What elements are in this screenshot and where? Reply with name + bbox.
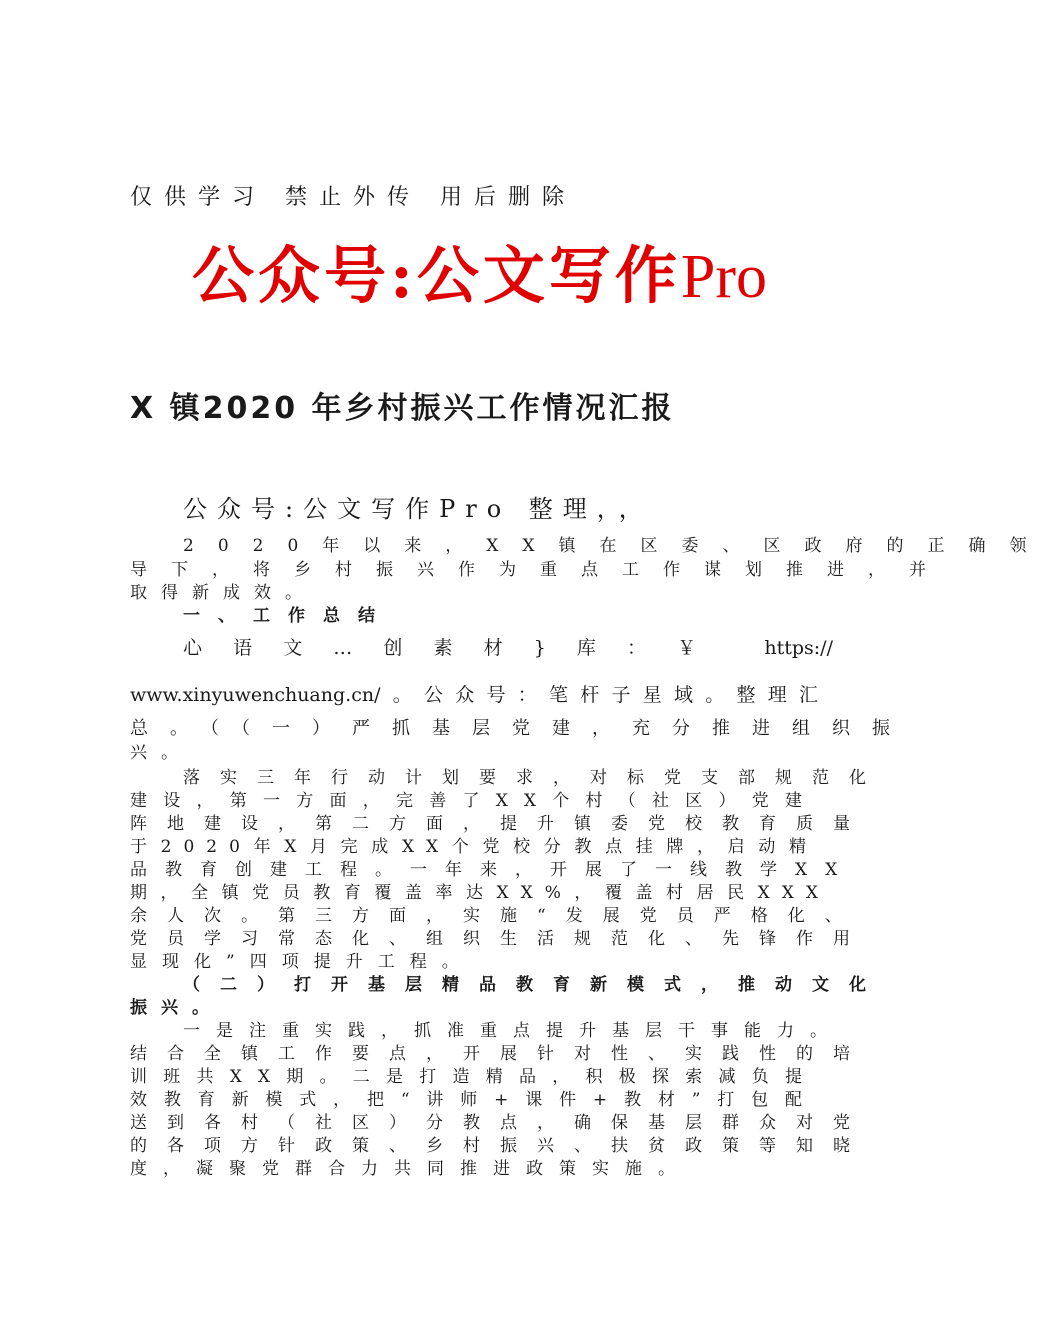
intro-line-2: 导下，将乡村振兴作为重点工作谋划推进，并 bbox=[130, 560, 950, 580]
watermark-line-3: 总。（（一）严抓基层党建，充分推进组织振 bbox=[130, 718, 912, 739]
para1-line-5: 品教育创建工程。一年来，开展了一线教学XX bbox=[130, 860, 856, 880]
para1-line-3: 阵地建设，第二方面，提升镇委党校教育质量 bbox=[130, 814, 870, 834]
para2-line-1: 一是注重实践，抓准重点提升基层干事能力。 bbox=[183, 1021, 843, 1041]
para2-line-3: 训班共XX期。二是打造精品，积极探索减负提 bbox=[130, 1067, 818, 1087]
editor-credit: 公众号:公文写作Pro 整理，， bbox=[183, 495, 653, 523]
para1-line-6: 期，全镇党员教育覆盖率达XX%，覆盖村居民XXX bbox=[130, 883, 830, 903]
para1-line-2: 建设，第一方面，完善了XX个村（社区）党建 bbox=[130, 791, 818, 811]
para2-line-2: 结合全镇工作要点，开展针对性、实践性的培 bbox=[130, 1044, 870, 1064]
para2-line-4: 效教育新模式，把“讲师+课件+教材”打包配 bbox=[130, 1090, 818, 1110]
para1-line-9: 显现化”四项提升工程。 bbox=[130, 952, 474, 972]
document-title: X 镇2020 年乡村振兴工作情况汇报 bbox=[130, 391, 675, 426]
para2-line-7: 度，凝聚党群合力共同推进政策实施。 bbox=[130, 1159, 691, 1179]
section2-heading-line-2: 振兴。 bbox=[130, 998, 223, 1018]
intro-line-1: 2020年以来，XX镇在区委、区政府的正确领 bbox=[183, 536, 1050, 556]
section1-heading: 一、工作总结 bbox=[183, 606, 393, 626]
watermark-line-2: www.xinyuwenchuang.cn/。公众号：笔杆子星域。整理汇 bbox=[130, 684, 818, 706]
para2-line-5: 送到各村（社区）分教点，确保基层群众对党 bbox=[130, 1113, 870, 1133]
usage-notice: 仅供学习 禁止外传 用后删除 bbox=[130, 185, 576, 210]
para1-line-4: 于2020年X月完成XX个党校分教点挂牌，启动精 bbox=[130, 837, 818, 857]
brand-banner bbox=[192, 226, 767, 315]
para1-line-7: 余人次。第三方面，实施“发展党员严格化、 bbox=[130, 906, 862, 926]
brand-suffix: Pro bbox=[680, 243, 768, 311]
intro-line-3: 取得新成效。 bbox=[130, 583, 316, 603]
watermark-line-4: 兴。 bbox=[130, 743, 192, 763]
brand-main: 公众号:公文写作 bbox=[192, 239, 681, 312]
para1-line-8: 党员学习常态化、组织生活规范化、先锋作用 bbox=[130, 929, 870, 949]
para1-line-1: 落实三年行动计划要求，对标党支部规范化 bbox=[183, 768, 886, 788]
section2-heading-line-1: （二）打开基层精品教育新模式，推动文化 bbox=[183, 975, 886, 995]
para2-line-6: 的各项方针政策、乡村振兴、扶贫政策等知晓 bbox=[130, 1136, 870, 1156]
watermark-line-1: 心语文…创素材}库：￥ https:// bbox=[183, 637, 833, 659]
